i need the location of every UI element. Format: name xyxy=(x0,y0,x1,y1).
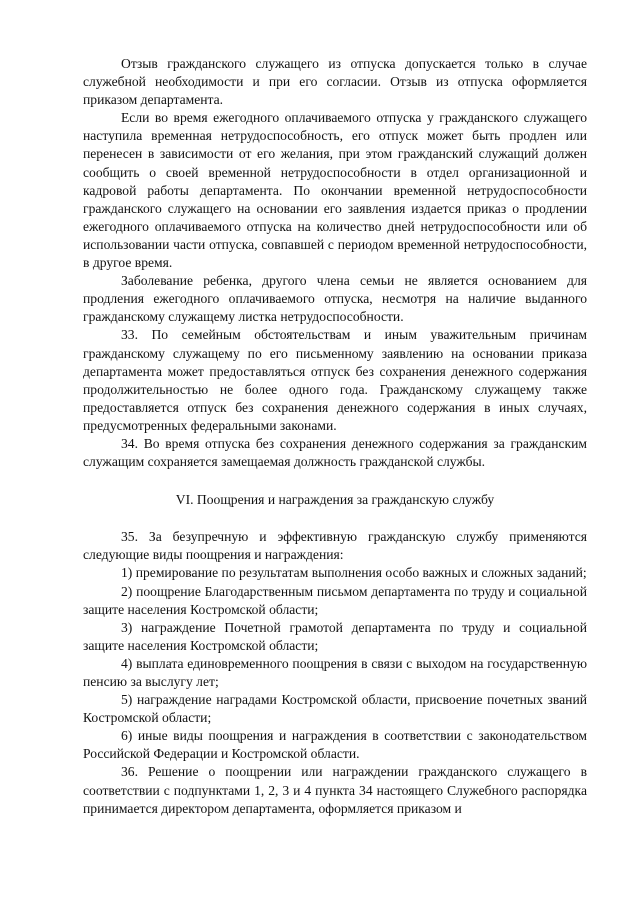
paragraph-36: 36. Решение о поощрении или награждении гражданского служащего в соответствии с подпунктами 1, 2, 3 и 4 пункта 34 настоящего Служебного распорядка принимается директором департамента, оформляется приказом и xyxy=(83,764,587,816)
list-item-4: 4) выплата единовременного поощрения в связи с выходом на государственную пенсию за выслугу лет; xyxy=(83,655,587,689)
paragraph-33: 33. По семейным обстоятельствам и иным уважительным причинам гражданскому служащему по его письменному заявлению на основании приказа департамента может предоставляться отпуск без сохранения денежного содержания продолжительностью не более одного года. Гражданскому служащему также предоставляется отпуск без сохранения денежного содержания в иных случаях, предусмотренных федеральными законами. xyxy=(83,327,587,433)
list-item-6: 6) иные виды поощрения и награждения в соответствии с законодательством Российской Федерации и Костромской области. xyxy=(83,728,587,762)
paragraph-35: 35. За безупречную и эффективную гражданскую службу применяются следующие виды поощрения и награждения: xyxy=(83,529,587,563)
list-item-3: 3) награждение Почетной грамотой департамента по труду и социальной защите населения Костромской области; xyxy=(83,619,587,653)
list-item-1: 1) премирование по результатам выполнения особо важных и сложных заданий; xyxy=(121,565,587,581)
list-item-5: 5) награждение наградами Костромской области, присвоение почетных званий Костромской области; xyxy=(83,692,587,726)
list-item-2: 2) поощрение Благодарственным письмом департамента по труду и социальной защите населения Костромской области; xyxy=(83,583,587,617)
paragraph-recall: Отзыв гражданского служащего из отпуска допускается только в случае служебной необходимости и при его согласии. Отзыв из отпуска оформляется приказом департамента. xyxy=(83,56,587,108)
paragraph-34: 34. Во время отпуска без сохранения денежного содержания за гражданским служащим сохраняется замещаемая должность гражданской службы. xyxy=(83,435,587,470)
section-heading: VI. Поощрения и награждения за гражданскую службу xyxy=(175,492,495,508)
document-page xyxy=(83,55,587,818)
paragraph-temporary-disability: Если во время ежегодного оплачиваемого отпуска у гражданского служащего наступила временная нетрудоспособность, его отпуск может быть продлен или перенесен в зависимости от его желания, при этом гражданский служащий должен сообщить о своей временной нетрудоспособности в отдел организационной и кадровой работы департамента. По окончании временной нетрудоспособности гражданского служащего на основании его заявления издается приказ о продлении ежегодного оплачиваемого отпуска на количество дней нетрудоспособности или об использовании части отпуска, совпавшей с периодом временной нетрудоспособности, в другое время. xyxy=(83,110,587,271)
paragraph-child-illness: Заболевание ребенка, другого члена семьи не является основанием для продления ежегодного оплачиваемого отпуска, несмотря на наличие выданного гражданскому служащему листка нетрудоспособности. xyxy=(83,273,587,325)
